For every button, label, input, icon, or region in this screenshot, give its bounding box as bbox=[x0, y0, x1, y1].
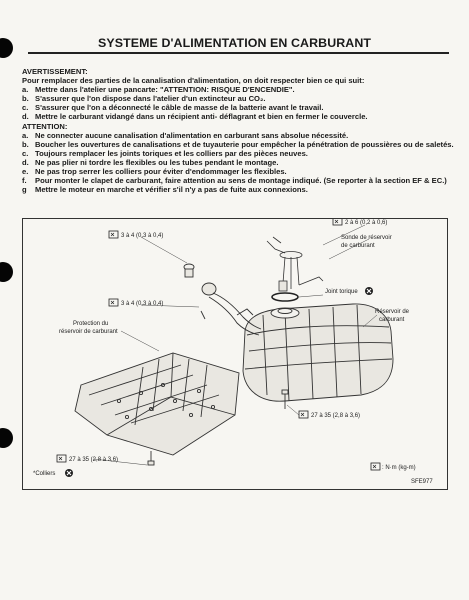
title-rule bbox=[28, 52, 449, 54]
diagram-svg bbox=[23, 219, 447, 489]
punch-hole-middle bbox=[0, 262, 13, 282]
item-text: Ne pas plier ni tordre les flexibles ou les tubes pendant le montage. bbox=[35, 157, 279, 167]
item-letter: g bbox=[22, 185, 27, 195]
item-letter: b. bbox=[22, 139, 29, 149]
fuel-sender-drawing bbox=[267, 237, 323, 291]
item-text: Pour monter le clapet de carburant, faire attention au sens de montage indiqué. (Se reporter à la section EF & EC.) bbox=[35, 176, 447, 186]
item-text: Ne pas trop serrer les colliers pour éviter d'endommager les flexibles. bbox=[35, 167, 287, 177]
label-oring bbox=[325, 287, 373, 295]
tank-protector-drawing bbox=[75, 353, 239, 455]
figure-code: SFE977 bbox=[411, 479, 433, 485]
avertissement-intro: Pour remplacer des parties de la canalisation d'alimentation, on doit respecter bien ce qui suit: bbox=[22, 76, 365, 86]
label-tank-1: Réservoir de bbox=[375, 309, 410, 315]
attention-item bbox=[22, 176, 456, 185]
avert-item bbox=[22, 94, 456, 103]
item-text: Mettre le carburant vidangé dans un récipient anti- déflagrant et bien en fermer le couvercle. bbox=[35, 112, 368, 122]
item-letter: a. bbox=[22, 130, 29, 140]
avert-item bbox=[22, 103, 456, 112]
item-letter: d. bbox=[22, 112, 29, 122]
punch-hole-bottom bbox=[0, 428, 13, 448]
torque-callout-3 bbox=[333, 219, 387, 226]
o-ring-drawing bbox=[272, 293, 298, 301]
unit-text: : N·m (kg-m) bbox=[382, 465, 416, 471]
item-text: Mettre dans l'atelier une pancarte: "ATTENTION: RISQUE D'ENCENDIE". bbox=[35, 85, 295, 95]
label-sender-2: de carburant bbox=[341, 243, 375, 249]
attention-item bbox=[22, 131, 456, 140]
avert-item bbox=[22, 112, 456, 121]
torque-callout-1 bbox=[109, 231, 163, 239]
label-tank-2: carburant bbox=[379, 317, 405, 323]
item-text: Mettre le moteur en marche et vérifier s'il n'y a pas de fuite aux connexions. bbox=[35, 185, 308, 195]
colliers-legend bbox=[33, 469, 73, 477]
torque-value: 2 à 6 (0,2 à 0,6) bbox=[345, 220, 388, 226]
item-text: Toujours remplacer les joints toriques et les colliers par des pièces neuves. bbox=[35, 148, 308, 158]
label-protector-2: réservoir de carburant bbox=[59, 329, 118, 335]
punch-hole-top bbox=[0, 38, 13, 58]
torque-value: 27 à 35 (2,8 à 3,6) bbox=[69, 457, 119, 463]
colliers-text: *Colliers bbox=[33, 471, 56, 477]
avertissement-heading: AVERTISSEMENT: bbox=[22, 67, 88, 76]
attention-item bbox=[22, 149, 456, 158]
warning-text bbox=[22, 67, 456, 194]
item-text: S'assurer que l'on dispose dans l'atelier d'un extincteur au CO₂. bbox=[35, 94, 266, 104]
item-text: Ne connecter aucune canalisation d'alimentation en carburant sans absolue nécessité. bbox=[35, 130, 349, 140]
no-reuse-icon bbox=[65, 469, 73, 477]
item-letter: f. bbox=[22, 176, 27, 186]
item-letter: c. bbox=[22, 148, 29, 158]
item-letter: b. bbox=[22, 94, 29, 104]
item-letter: d. bbox=[22, 157, 29, 167]
attention-item bbox=[22, 140, 456, 149]
torque-value: 3 à 4 (0,3 à 0,4) bbox=[121, 301, 164, 307]
oring-text: Joint torique bbox=[325, 289, 358, 295]
torque-value: 3 à 4 (0,3 à 0,4) bbox=[121, 233, 164, 239]
unit-legend bbox=[371, 463, 416, 471]
attention-item bbox=[22, 185, 456, 194]
attention-item bbox=[22, 158, 456, 167]
torque-value: 27 à 35 (2,8 à 3,6) bbox=[311, 413, 361, 419]
page-title: SYSTEME D'ALIMENTATION EN CARBURANT bbox=[98, 36, 372, 50]
item-text: Boucher les ouvertures de canalisations et de tuyauterie pour empêcher la pénétration de poussières ou de saletés. bbox=[35, 139, 454, 149]
torque-callout-2 bbox=[109, 299, 163, 307]
item-letter: e. bbox=[22, 167, 29, 177]
item-text: S'assurer que l'on a déconnecté le câble de masse de la batterie avant le travail. bbox=[35, 103, 324, 113]
attention-heading: ATTENTION: bbox=[22, 121, 68, 131]
label-protector-1: Protection du bbox=[73, 321, 109, 327]
label-sender-1: Sonde de réservoir bbox=[341, 235, 392, 241]
torque-callout-5 bbox=[57, 455, 118, 463]
no-reuse-icon bbox=[365, 287, 373, 295]
fuel-system-diagram bbox=[22, 218, 448, 490]
torque-callout-4 bbox=[299, 411, 360, 419]
item-letter: a. bbox=[22, 85, 29, 95]
fuel-tank-drawing bbox=[243, 304, 393, 401]
avert-item bbox=[22, 85, 456, 94]
item-letter: c. bbox=[22, 103, 29, 113]
attention-item bbox=[22, 167, 456, 176]
